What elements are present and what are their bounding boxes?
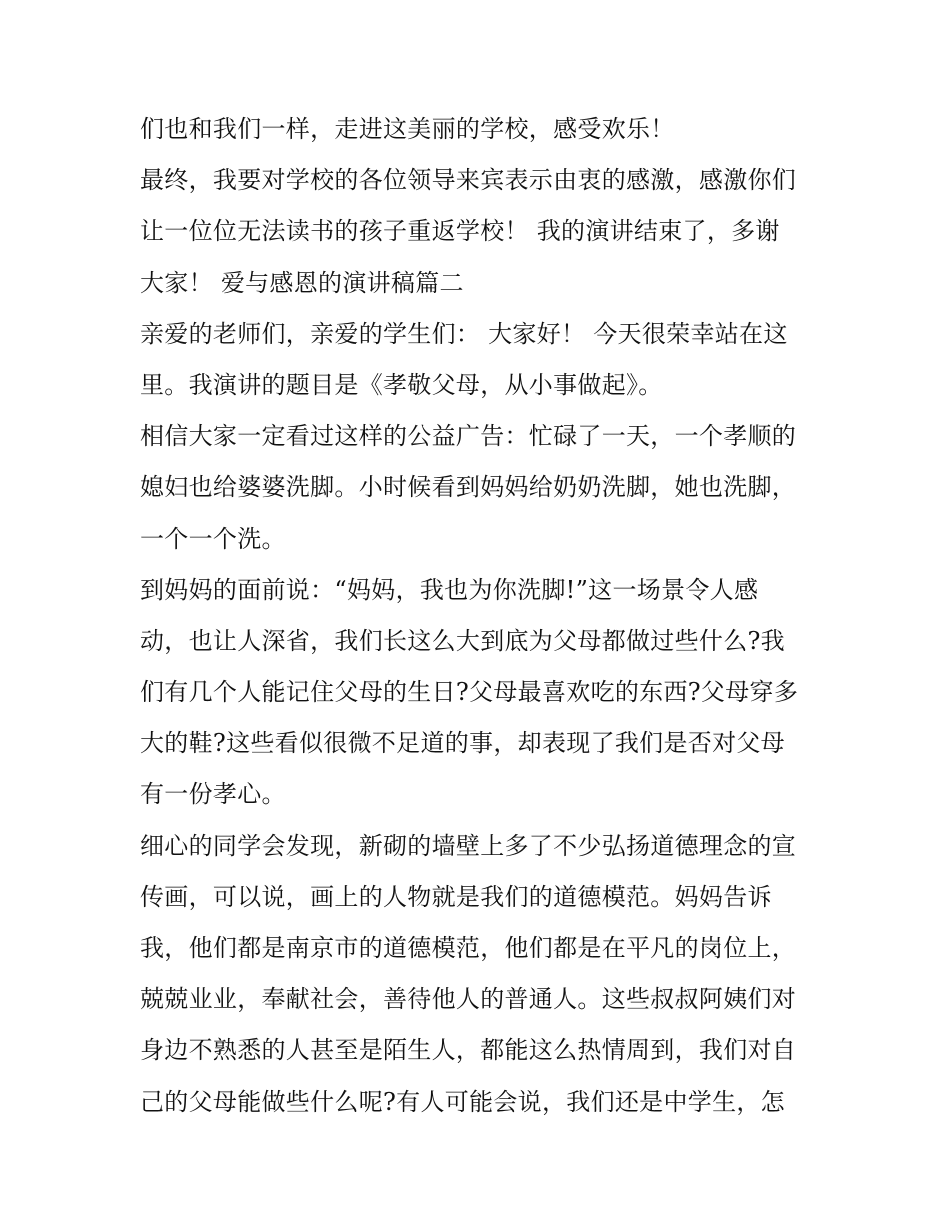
text-line: 们有几个人能记住父母的生日?父母最喜欢吃的东西?父母穿多 <box>140 678 799 707</box>
text-line: 一个一个洗。 <box>140 524 286 553</box>
text-line: 身边不熟悉的人甚至是陌生人，都能这么热情周到，我们对自 <box>140 1036 797 1065</box>
text-line: 里。我演讲的题目是《孝敬父母，从小事做起》。 <box>140 370 663 399</box>
text-line: 亲爱的老师们，亲爱的学生们： 大家好！ 今天很荣幸站在这 <box>140 319 788 348</box>
text-line: 细心的同学会发现，新砌的墙壁上多了不少弘扬道德理念的宣 <box>140 831 797 860</box>
text-line: 兢兢业业，奉献社会，善待他人的普通人。这些叔叔阿姨们对 <box>140 985 797 1014</box>
text-line: 大的鞋?这些看似很微不足道的事，却表现了我们是否对父母 <box>140 729 785 758</box>
text-line: 传画，可以说，画上的人物就是我们的道德模范。妈妈告诉 <box>140 882 772 911</box>
text-line: 动，也让人深省，我们长这么大到底为父母都做过些什么?我 <box>140 626 785 655</box>
text-line: 媳妇也给婆婆洗脚。小时候看到妈妈给奶奶洗脚，她也洗脚， <box>140 473 797 502</box>
text-line: 让一位位无法读书的孩子重返学校！ 我的演讲结束了，多谢 <box>140 217 780 246</box>
speech-text <box>140 104 830 1128</box>
text-line: 大家！ 爱与感恩的演讲稿篇二 <box>140 268 464 297</box>
text-line: 们也和我们一样，走进这美丽的学校，感受欢乐！ <box>140 115 675 143</box>
text-line: 到妈妈的面前说：“妈妈，我也为你洗脚!”这一场景令人感 <box>140 575 759 604</box>
text-line: 最终，我要对学校的各位领导来宾表示由衷的感激，感激你们 <box>140 166 797 195</box>
text-line: 我，他们都是南京市的道德模范，他们都是在平凡的岗位上， <box>140 934 797 962</box>
text-line: 相信大家一定看过这样的公益广告：忙碌了一天，一个孝顺的 <box>140 422 797 451</box>
text-line: 有一份孝心。 <box>140 780 286 809</box>
text-line: 己的父母能做些什么呢?有人可能会说，我们还是中学生，怎 <box>140 1087 785 1116</box>
